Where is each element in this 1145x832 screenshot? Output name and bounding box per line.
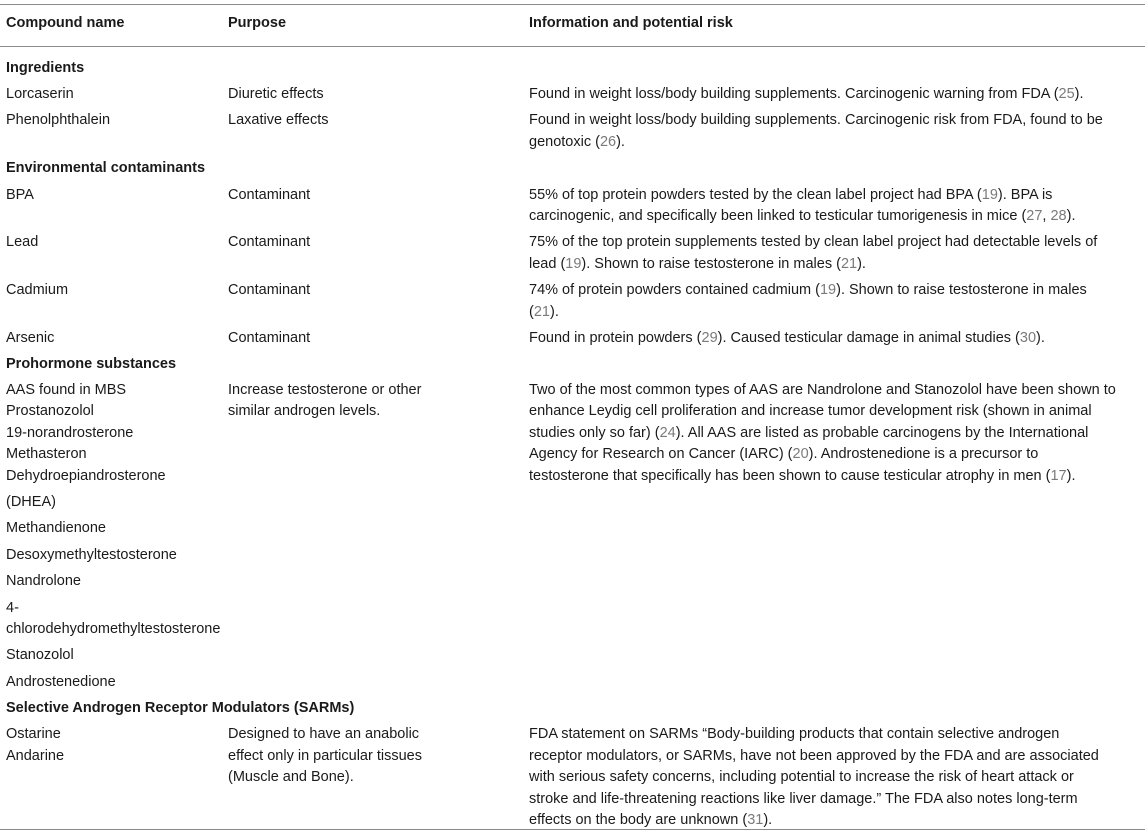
row-lorcaserin-name: Lorcaserin xyxy=(6,86,74,102)
row-sarm-name-0: Ostarine xyxy=(6,726,61,742)
header-information: Information and potential risk xyxy=(529,15,733,31)
row-aas-info-line3: studies only so far) (24). All AAS are listed as probable carcinogens by the International xyxy=(529,425,1089,441)
citation-link[interactable]: 20 xyxy=(792,446,809,462)
citation-link[interactable]: 26 xyxy=(599,134,617,150)
section-ingredients: Ingredients xyxy=(6,60,85,76)
row-aas-name-1: Prostanozolol xyxy=(6,403,94,419)
row-arsenic-name: Arsenic xyxy=(6,330,55,346)
section-prohormone-substances: Prohormone substances xyxy=(6,356,177,372)
row-bpa-name: BPA xyxy=(6,187,34,203)
row-aas-name-3: Methasteron xyxy=(6,446,87,462)
row-lorcaserin-purpose: Diuretic effects xyxy=(228,86,324,102)
citation-link[interactable]: 24 xyxy=(659,425,676,441)
row-aas-name-8: Nandrolone xyxy=(6,573,81,589)
row-aas-name-12: Androstenedione xyxy=(6,674,116,690)
row-aas-name-7: Desoxymethyltestosterone xyxy=(6,547,177,563)
row-aas-info-line1: Two of the most common types of AAS are Nandrolone and Stanozolol have been shown to xyxy=(529,382,1116,398)
row-aas-name-5: (DHEA) xyxy=(6,494,56,510)
citation-link[interactable]: 28 xyxy=(1050,208,1067,224)
row-aas-name-6: Methandienone xyxy=(6,520,106,536)
citation-link[interactable]: 19 xyxy=(565,256,582,272)
row-cadmium-info-line1: 74% of protein powders contained cadmium (19). Shown to raise testosterone in males xyxy=(529,282,1087,298)
row-sarm-purpose-line2: effect only in particular tissues xyxy=(228,748,422,764)
row-lead-info-line2: lead (19). Shown to raise testosterone in males (21). xyxy=(529,256,866,272)
row-cadmium-name: Cadmium xyxy=(6,282,69,298)
row-sarm-info-line2: receptor modulators, or SARMs, have not been approved by the FDA and are associated xyxy=(529,748,1099,764)
citation-link[interactable]: 31 xyxy=(747,812,764,828)
row-aas-name-2: 19-norandrosterone xyxy=(6,425,134,441)
row-phenolphthalein-purpose: Laxative effects xyxy=(228,112,329,128)
row-phenolphthalein-info-line1: Found in weight loss/body building supplements. Carcinogenic risk from FDA, found to be xyxy=(529,112,1103,128)
row-sarm-info-line4: stroke and life-threatening reactions like liver damage.” The FDA also notes long-term xyxy=(529,791,1078,807)
citation-link[interactable]: 25 xyxy=(1058,86,1075,102)
row-cadmium-info-line2: (21). xyxy=(529,304,559,320)
row-aas-info-line2: enhance Leydig cell proliferation and increase tumor development risk (shown in animal xyxy=(529,403,1092,419)
row-sarm-info-line1: FDA statement on SARMs “Body-building products that contain selective androgen xyxy=(529,726,1060,742)
row-phenolphthalein-name: Phenolphthalein xyxy=(6,112,111,128)
citation-link[interactable]: 30 xyxy=(1019,330,1037,346)
row-bpa-purpose: Contaminant xyxy=(228,187,311,203)
citation-link[interactable]: 21 xyxy=(533,304,550,320)
row-aas-purpose-line2: similar androgen levels. xyxy=(228,403,381,419)
row-arsenic-info: Found in protein powders (29). Caused testicular damage in animal studies (30). xyxy=(529,330,1045,346)
row-lead-info-line1: 75% of the top protein supplements tested by clean label project had detectable levels of xyxy=(529,234,1098,250)
row-arsenic-purpose: Contaminant xyxy=(228,330,311,346)
row-phenolphthalein-info-line2: genotoxic (26). xyxy=(529,134,625,150)
row-lorcaserin-info: Found in weight loss/body building supplements. Carcinogenic warning from FDA (25). xyxy=(529,86,1084,102)
row-aas-purpose-line1: Increase testosterone or other xyxy=(228,382,422,398)
section-environmental-contaminants: Environmental contaminants xyxy=(6,160,206,176)
header-purpose: Purpose xyxy=(228,15,287,31)
row-sarm-info-line3: with serious safety concerns, including potential to increase the risk of heart attack or xyxy=(529,769,1074,785)
citation-link[interactable]: 17 xyxy=(1050,468,1067,484)
row-cadmium-purpose: Contaminant xyxy=(228,282,311,298)
citation-link[interactable]: 19 xyxy=(981,187,998,203)
section-sarms: Selective Androgen Receptor Modulators (SARMs) xyxy=(6,700,355,716)
row-aas-info-line4: Agency for Research on Cancer (IARC) (20). Androstenedione is a precursor to xyxy=(529,446,1039,462)
row-sarm-info-line5: effects on the body are unknown (31). xyxy=(529,812,773,828)
row-aas-name-9: 4- xyxy=(6,600,19,616)
row-bpa-info-line1: 55% of top protein powders tested by the clean label project had BPA (19). BPA is xyxy=(529,187,1053,203)
row-sarm-purpose-line1: Designed to have an anabolic xyxy=(228,726,420,742)
row-sarm-name-1: Andarine xyxy=(6,748,65,764)
row-lead-name: Lead xyxy=(6,234,39,250)
row-aas-name-11: Stanozolol xyxy=(6,647,74,663)
row-bpa-info-line2: carcinogenic, and specifically been linked to testicular tumorigenesis in mice (27, 28). xyxy=(529,208,1076,224)
citation-link[interactable]: 19 xyxy=(819,282,837,298)
row-aas-info-line5: testosterone that specifically has been shown to cause testicular atrophy in men (17). xyxy=(529,468,1076,484)
citation-link[interactable]: 27 xyxy=(1026,208,1043,224)
row-sarm-purpose-line3: (Muscle and Bone). xyxy=(228,769,354,785)
citation-link[interactable]: 21 xyxy=(840,256,858,272)
header-compound-name: Compound name xyxy=(6,15,125,31)
row-aas-name-0: AAS found in MBS xyxy=(6,382,127,398)
row-aas-name-4: Dehydroepiandrosterone xyxy=(6,468,166,484)
table-header-rule xyxy=(0,46,1145,47)
citation-link[interactable]: 29 xyxy=(701,330,718,346)
row-aas-name-10: chlorodehydromethyltestosterone xyxy=(6,621,221,637)
table-top-rule xyxy=(0,4,1145,5)
row-lead-purpose: Contaminant xyxy=(228,234,311,250)
